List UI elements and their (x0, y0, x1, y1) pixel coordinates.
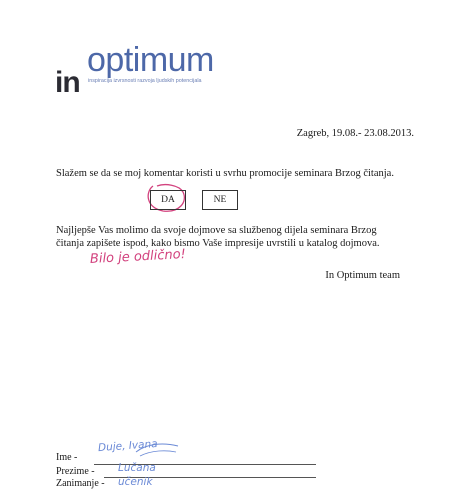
name-strike-mark (132, 438, 182, 460)
logo-prefix: in (55, 66, 80, 99)
consent-text: Slažem se da se moj komentar koristi u svrhu promocije seminara Brzog čitanja. (56, 168, 394, 179)
handwritten-comment: Bilo je odlično! (89, 246, 187, 267)
request-line-2: čitanja zapišete ispod, kako bismo Vaše impresije uvrstili u katalog dojmova. (56, 237, 380, 249)
option-no-box[interactable]: NE (202, 190, 238, 210)
occupation-label: Zanimanje - (56, 478, 105, 489)
occupation-value: učenik (118, 476, 153, 488)
name-label: Ime - (56, 452, 78, 463)
option-yes-box[interactable]: DA (150, 190, 186, 210)
surname-label: Prezime - (56, 466, 95, 477)
surname-value: Lučana (118, 462, 156, 474)
request-line-1: Najljepše Vas molimo da svoje dojmove sa službenog dijela seminara Brzog (56, 225, 377, 236)
logo-word: optimum (87, 41, 214, 79)
signature-team: In Optimum team (325, 270, 400, 281)
request-paragraph (56, 225, 416, 250)
date-line: Zagreb, 19.08.- 23.08.2013. (296, 128, 414, 139)
logo-tagline: inspiracija izvrsnosti razvoja ljudskih potencijala (88, 78, 202, 84)
name-value: Duje, Ivana (97, 437, 158, 455)
